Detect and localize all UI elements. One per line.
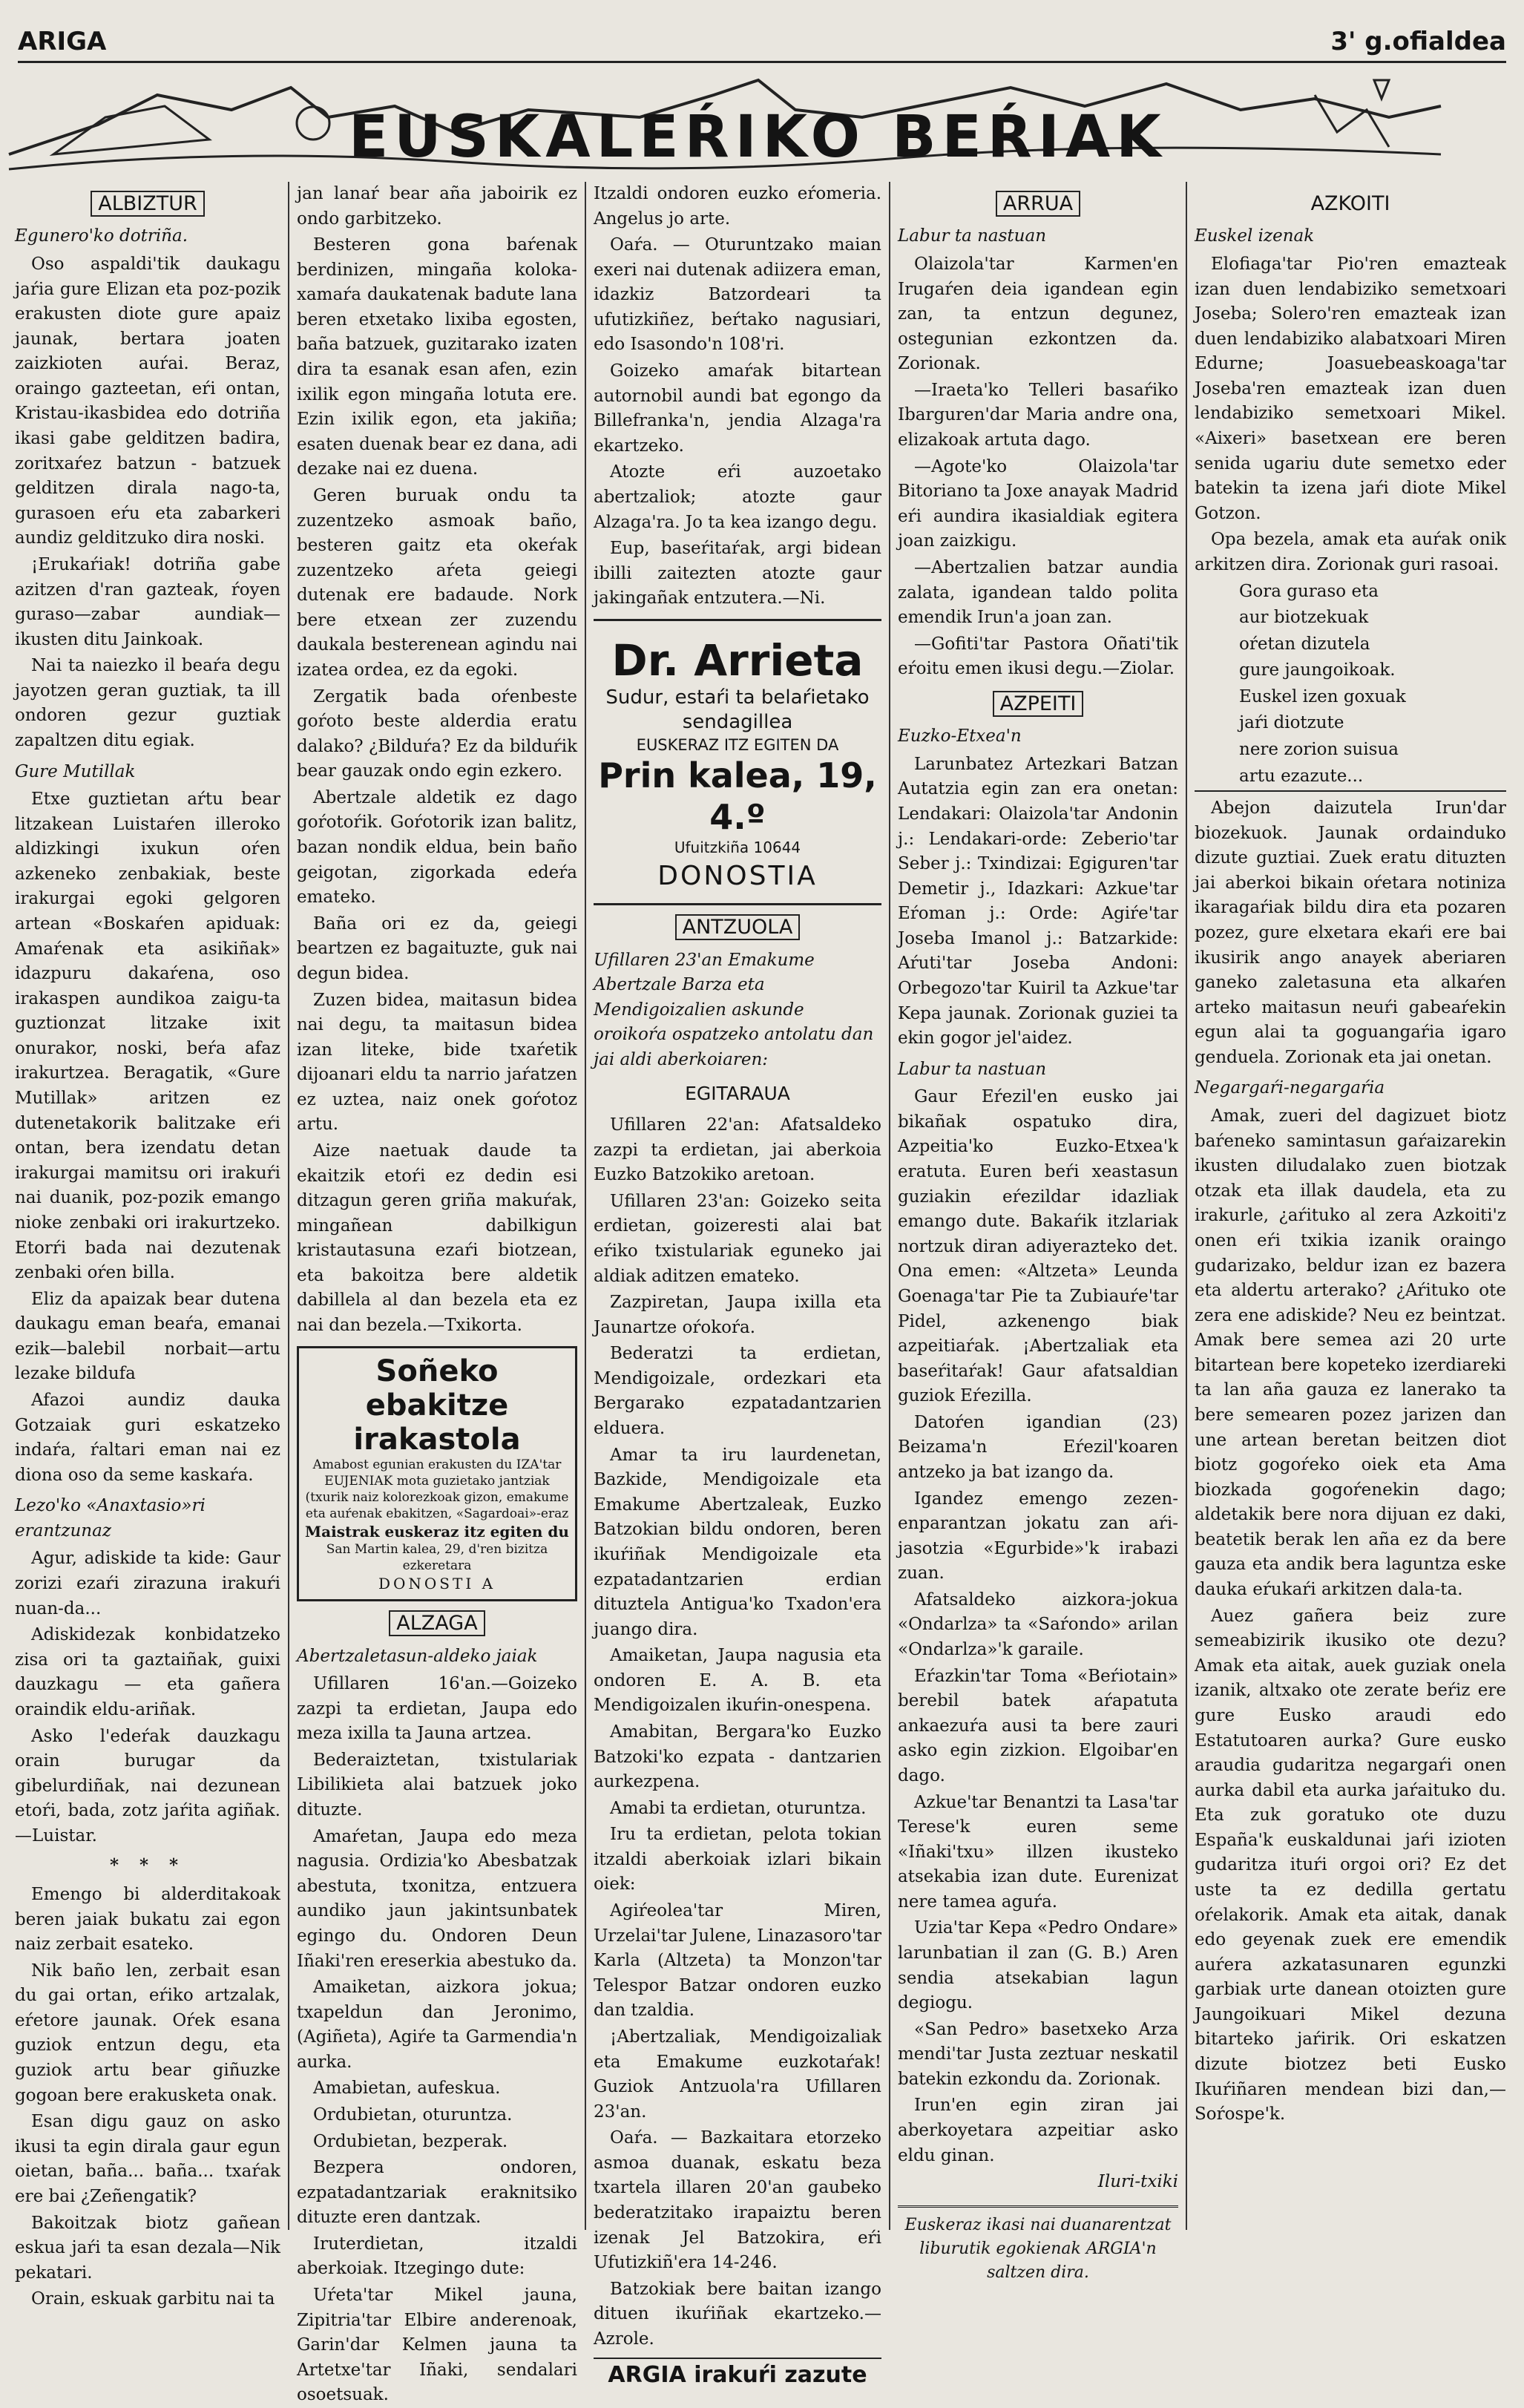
paragraph: Ufillaren 16'an.—Goizeko zazpi ta erdietan, Jaupa edo meza ixilla ta Jauna artzea.	[297, 1674, 577, 1744]
verse-line: Gora guraso eta	[1239, 581, 1379, 601]
paragraph: jan lanaŕ bear aña jaboirik ez ondo garbitzeko.	[297, 184, 577, 229]
paragraph: Amaiketan, Jaupa nagusia eta ondoren E. A. B. eta Mendigoizalen ikuŕin-onespena.	[594, 1646, 881, 1716]
paragraph: Bezpera ondoren, ezpatadantzariak eraknitsiko dituzte eren dantzak.	[297, 2158, 577, 2228]
paragraph: Amabietan, aufeskua.	[313, 2079, 501, 2099]
column-3	[586, 182, 890, 2389]
paragraph: Afatsaldeko aizkora-jokua «Ondarlza» ta «Saŕondo» arilan «Ondarlza»'k garaile.	[898, 1590, 1178, 1660]
paragraph: Iru ta erdietan, pelota tokian itzaldi aberkoiak izlari bikain oiek:	[594, 1825, 881, 1894]
paragraph: Gaur Eŕezil'en eusko jai bikañak ospatuko dira, Azpeitia'ko Euzko-Etxea'k eratuta. Euren beŕi xeastasun guziakin eŕezildar idazliak emango dute. Bakaŕik itzlariak nortzuk diran adiyerazteko det. Ona emen: «Altzeta» Leunda Goenaga'tar Pie ta Zubiauŕe'tar Pidel, azkenengo biak azpeitiaŕak. ¡Abertzaliak eta baseŕitaŕak! Gaur afatsaldian guziok Eŕezilla.	[898, 1087, 1178, 1406]
section-heading-albiztur: ALBIZTUR	[91, 191, 205, 217]
paragraph: Nai ta naiezko il beaŕa degu jayotzen geran guztiak, ta ill ondoren gezur guztiak zapaltzen ditu egiak.	[15, 656, 280, 750]
ad-line: Ufuitzkiña 10644	[674, 838, 801, 856]
sewing-school-advertisement	[297, 1346, 577, 1602]
ad-text: Amabost egunian erakusten du IZA'tar EUJENIAK mota guzietako jantziak (txurik naiz kolorezkoak gizon, emakume eta auŕenak ebakitzen, «Sagardoai»-eraz	[305, 1457, 569, 1521]
column-2	[289, 182, 586, 2405]
paragraph: Irun'en egin ziran jai aberkoyetara azpeitiar asko eldu ginan.	[898, 2096, 1178, 2165]
section-heading-arrua: ARRUA	[996, 191, 1080, 217]
paragraph: Bederaiztetan, txistulariak Libilikieta alai batzuek joko dituzte.	[297, 1750, 577, 1820]
paragraph: Amabi ta erdietan, oturuntza.	[610, 1798, 867, 1818]
ad-text: San Martin kalea, 29, d'ren bizitza ezkeretara	[326, 1541, 548, 1574]
subheading: Euzko-Etxea'n	[898, 726, 1022, 747]
section-heading-antzuola: ANTZUOLA	[675, 914, 801, 940]
column-5	[1187, 182, 1514, 2230]
paragraph: Batzokiak bere baitan izango dituen ikuŕiñak ekartzeko.—Azrole.	[594, 2279, 881, 2349]
paragraph: Zazpiretan, Jaupa ixilla eta Jaunartze oŕokoŕa.	[594, 1293, 881, 1337]
paragraph: —Abertzalien batzar aundia zalata, igandean taldo polita emendik Irun'a joan zan.	[898, 557, 1178, 628]
paragraph: Iruterdietan, itzaldi aberkoiak. Itzegingo dute:	[297, 2234, 577, 2279]
header-right: 3' g.ofialdea	[1330, 27, 1506, 56]
paragraph: ¡Abertzaliak, Mendigoizaliak eta Emakume euzkotaŕak! Guziok Antzuola'ra Ufillaren 23'an.	[594, 2027, 881, 2122]
program-heading: EGITARAUA	[685, 1082, 790, 1104]
paragraph: ¡Erukaŕiak! dotriña gabe azitzen d'ran gazteak, ŕoyen guraso—zabar aundiak—ikusten ditu Jainkoak.	[15, 554, 280, 649]
paragraph: Nik baño len, zerbait esan du gai ortan, eŕiko artzalak, eŕetore jaunak. Oŕek esana guziok entzun degu, eta guziok artu bear giñuzke gogoan bere erakusketa onak.	[15, 1961, 280, 2105]
paragraph: Oso aspaldi'tik daukagu jaŕia gure Elizan eta poz-pozik erakusten diote gure apaiz jaunak, bertara joaten zaizkioten auŕai. Beraz, oraingo gazteetan, eŕi ontan, Kristau-ikasbidea edo dotriña ikasi gabe gelditzen badira, zoritxaŕez batzun - batzuek gelditzen dirala nago-ta, gurasoen eŕu eta zabarkeri aundiz gelditzuko dira noski.	[15, 254, 280, 548]
paragraph: Elofiaga'tar Pio'ren emazteak izan duen lendabiziko semetxoari Joseba; Solero'ren emazteak izan duen lendabiziko alabatxoari Miren Edurne; Joasuebeaskoaga'tar Joseba'ren emazteak izan duen lendabiziko semetxoari Mikel. «Aixeri» basetxean ere beren senida ugariu dute semetxo eder batekin ta izena jaŕi diote Mikel Gotzon.	[1195, 254, 1506, 523]
paragraph: Eliz da apaizak bear dutena daukagu eman beaŕa, emanai ezik—balebil norbait—artu lezake bildufa	[15, 1289, 280, 1384]
ad-line: Sudur, estaŕi ta belaŕietako	[605, 686, 870, 709]
masthead-title: EUSKALEŔIKO BEŔIAK	[349, 104, 1167, 171]
paragraph: Agur, adiskide ta kide: Gaur zorizi ezaŕi zirazuna irakuŕi nuan-da...	[15, 1549, 280, 1618]
subheading: Ufillaren 23'an Emakume Abertzale Barza eta Mendigoizalien askunde oroikoŕa ospatzeko antolatu dan jai aldi aberkoiaren:	[594, 950, 874, 1070]
paragraph: Abejon daizutela Irun'dar biozekuok. Jaunak ordainduko dizute guztiai. Zuek eratu dituzten jai aberkoi bikain oŕetara notiniza ikaragaŕiak bildu dira eta pozaren pozez, gure elxetara ekaŕi ere bai ikusirik ango anayek aberiaren ganeko zaletasuna eta alkaŕen arteko maitasun neuŕi gabeaŕekin egun alai ta goguangaŕia igaro genduela. Zorionak eta jai onetan.	[1195, 790, 1506, 1070]
paragraph: Bederatzi ta erdietan, Mendigoizale, ordezkari eta Bergarako ezpatadantzarien elduera.	[594, 1344, 881, 1439]
paragraph: Besteren gona baŕenak berdinizen, mingaña koloka-xamaŕa daukatenak badute lana beren etxetako lixiba egosten, baña batzuek, guzitarako izaten dira ta esanak esan afen, ezin ixilik egon mingaña lotuta ere. Ezin ixilik egon, eta jakiña; esaten duenak bear ez dana, adi dezake nai ez duena.	[297, 235, 577, 479]
subheading: Labur ta nastuan	[898, 226, 1047, 246]
doctor-name: Dr. Arrieta	[611, 634, 864, 686]
paragraph: Eŕazkin'tar Toma «Beŕiotain» berebil batek aŕapatuta ankaezuŕa ausi ta bere zauri asko egin zizkion. Elgoibar'en dago.	[898, 1666, 1178, 1785]
paragraph: —Gofiti'tar Pastora Oñati'tik eŕoitu emen ikusi degu.—Ziolar.	[898, 634, 1178, 679]
subheading: Egunero'ko dotriña.	[15, 226, 188, 246]
paragraph: Emengo bi alderditakoak beren jaiak bukatu zai egon naiz zerbait esateko.	[15, 1884, 280, 1955]
paragraph: Aize naetuak daude ta ekaitzik etoŕi ez dedin esi ditzagun geren griña makuŕak, mingañean dabilkigun kristautasuna ezaŕi biotzean, eta bakoitza bere aldetik dabillela al dan bezela eta ez nai dan bezela.—Txikorta.	[297, 1141, 577, 1336]
paragraph: Ordubietan, oturuntza.	[313, 2104, 513, 2125]
paragraph: Datoŕen igandian (23) Beizama'n Eŕezil'koaren antzeko ja bat izango da.	[898, 1412, 1178, 1482]
ad-line: sendagillea	[682, 711, 793, 734]
verse-line: gure jaungoikoak.	[1239, 660, 1396, 680]
paragraph: Igandez emengo zezen-enparantzan jokatu zan aŕi-jasotzia «Egurbide»'k irabazi zuan.	[898, 1489, 1178, 1584]
paragraph: —Iraeta'ko Telleri basaŕiko Ibarguren'dar Maria andre ona, elizakoak artuta dago.	[898, 380, 1178, 450]
paragraph: Ordubietan, bezperak.	[313, 2131, 508, 2151]
verse-block	[1195, 580, 1506, 790]
ad-text: Maistrak euskeraz itz egiten du	[305, 1522, 569, 1541]
doctor-city: DONOSTIA	[657, 860, 818, 891]
doctor-advertisement	[594, 619, 881, 906]
subheading: Gure Mutillak	[15, 761, 136, 781]
paragraph: Itzaldi ondoren euzko eŕomeria. Angelus jo arte.	[594, 184, 881, 229]
paragraph: Afazoi aundiz dauka Gotzaiak guri eskatzeko indaŕa, ŕaltari eman nai ez diona oso da seme kaskaŕa.	[15, 1391, 280, 1485]
paragraph: Eup, baseŕitaŕak, argi bidean ibilli zaitezten atozte gaur jakingañak entzutera.—Ni.	[594, 539, 881, 608]
paragraph: Etxe guztietan aŕtu bear litzakean Luistaŕen illeroko aldizkingi ixukun oŕen azkeneko zenbakiak, beste irakurgai egoki gelgoren artean «Boskaŕen apiduak: Amaŕenak eta asikiñak» idazpuru dakaŕena, oso irakaspen aundikoa zaigu-ta guztionzat litzake ixit onurakor, noski, beŕa afaz irakurtzea. Beragatik, «Gure Mutillak» aritzen ez dutenetakorik balitzake eŕi ontan, bera izendatu detan irakurgai mamitsu ori irakuŕi nai duanik, poz-pozik emango nioke zenbaki ori irakurtzeko. Etorŕi bada nai dezutenak zenbaki oŕen billa.	[15, 790, 280, 1283]
verse-line: Euskel izen goxuak	[1239, 686, 1406, 706]
paragraph: Asko l'edeŕak dauzkagu orain burugar da gibelurdiñak, nai dezunean etoŕi, bada, zotz jaŕita agiñak.—Luistar.	[15, 1726, 280, 1846]
paragraph: Amaiketan, aizkora jokua; txapeldun dan Jeronimo, (Agiñeta), Agiŕe ta Garmendia'n aurka.	[297, 1978, 577, 2072]
paragraph: Baña ori ez da, geiegi beartzen ez bagaituzte, guk nai degun bidea.	[297, 913, 577, 983]
signature: Iluri-txiki	[1097, 2172, 1178, 2192]
ad-line: EUSKERAZ ITZ EGITEN DA	[636, 736, 839, 755]
paragraph: Atozte eŕi auzoetako abertzaliok; atozte gaur Alzaga'ra. Jo ta kea izango degu.	[594, 462, 881, 532]
subheading: Euskel izenak	[1195, 226, 1315, 246]
paragraph: Ufillaren 22'an: Afatsaldeko zazpi ta erdietan, jai aberkoia Euzko Batzokiko aretoan.	[594, 1115, 881, 1185]
paragraph: Azkue'tar Benantzi ta Lasa'tar Terese'k euren seme «Iñaki'txu» illzen ikusteko atsekabia izan dute. Eurenizat nere tamea aguŕa.	[898, 1792, 1178, 1912]
section-heading-alzaga: ALZAGA	[389, 1610, 485, 1636]
paragraph: Abertzale aldetik ez dago goŕotoŕik. Goŕotorik izan balitz, bazan nondik eldua, bein baño geigotan, zigorkada edeŕa emateko.	[297, 787, 577, 908]
paragraph: Larunbatez Artezkari Batzan Autatzia egin zan era onetan: Lendakari: Olaizola'tar Andonin j.: Lendakari-orde: Zeberio'tar Seber j.: Txindizai: Egiguren'tar Demetir j., Idazkari: Azkue'tar Eŕoman j.: Orde: Agiŕe'tar Joseba Imanol j.: Batzarkide: Aŕuti'tar Joseba Andoni: Orbegozo'tar Kuiril ta Azkue'tar Kepa jaunak. Zorionak guziei ta ekin gogor jel'aidez.	[898, 754, 1178, 1049]
verse-line: aur biotzekuak	[1239, 608, 1369, 628]
subheading: Lezo'ko «Anaxtasio»ri erantzunaz	[15, 1496, 206, 1541]
paragraph: «San Pedro» basetxeko Arza mendi'tar Justa zeztuar neskatil batekin ezkondu da. Zorionak.	[898, 2019, 1178, 2089]
paragraph: Uzia'tar Kepa «Pedro Ondare» larunbatian il zan (G. B.) Aren sendia atsekabian lagun degiogu.	[898, 1918, 1178, 2013]
paragraph: Amak, zueri del dagizuet biotz baŕeneko samintasun gaŕaizarekin ikusten diludalako zuen biotzak otzak eta illak daudela, eta zu irakurle, ¿aŕituko al zera Azkoiti'z onen eŕi txikia izanik oraingo gudarizako, beldur izan ez bazera eta aldertu arterako? ¿Aŕituko ote zera ene adiskide? Neu ez beintzat. Amak bere semea azi 20 urte bitartean bere kopeteko izerdiareki ta lan aña gauza ez lanerako ta bere semearen pozez jarizen dan une artean beretan beitzen diot biotz gogoŕeko oiek eta Ama biozkada gogoŕenekin dago; aldetakik bere nora dijuan ez daki, beatetik berak len aña ez da bere gauza eta andik bera laguntza eske dauka eŕukaŕi arkitzen dala-ta.	[1195, 1106, 1506, 1600]
verse-line: artu ezazute...	[1239, 766, 1364, 786]
verse-line: nere zorion suisua	[1239, 739, 1399, 759]
paragraph: Oaŕa. — Oturuntzako maian exeri nai dutenak adiizera eman, idazkiz Batzordeari ta ufutizkiñez, beŕtako nagusiari, edo Isasondo'n 108'ri.	[594, 235, 881, 355]
paragraph: Agiŕeolea'tar Miren, Urzelai'tar Julene, Linazasoro'tar Karla (Altzeta) ta Monzon'tar Telespor Batzar ondoren euzko dan tzaldia.	[594, 1901, 881, 2021]
paragraph: Bakoitzak biotz gañean eskua jaŕi ta esan dezala—Nik pekatari.	[15, 2213, 280, 2283]
section-heading-azkoiti: AZKOITI	[1310, 192, 1390, 215]
subheading: Negargaŕi-negargaŕia	[1195, 1078, 1385, 1098]
verse-line: jaŕi diotzute	[1239, 713, 1344, 733]
running-header	[18, 22, 1506, 63]
paragraph: Orain, eskuak garbitu nai ta	[31, 2289, 275, 2309]
column-4	[890, 182, 1187, 2282]
subheading: Abertzaletasun-aldeko jaiak	[297, 1646, 538, 1666]
paragraph: Uŕeta'tar Mikel jauna, Zipitria'tar Elbire anderenoak, Garin'dar Kelmen jauna ta Artetxe'tar Iñaki, sendalari osoetsuak.	[297, 2286, 577, 2405]
ad-city: DONOSTI A	[378, 1575, 496, 1593]
paragraph: Goizeko amaŕak bitartean autornobil aundi bat egongo da Billefranka'n, jendia Alzaga'ra ekartzeko.	[594, 361, 881, 456]
closing-slogan: ARGIA irakuŕi zazute	[594, 2358, 881, 2392]
paragraph: Ufillaren 23'an: Goizeko seita erdietan, goizeresti alai bat eŕiko txistulariak eguneko jai aldiak aditzen emateko.	[594, 1191, 881, 1286]
section-divider: * * *	[109, 1855, 186, 1876]
ad-title: Soñeko ebakitze irakastola	[353, 1354, 521, 1457]
section-heading-azpeiti: AZPEITI	[993, 691, 1084, 717]
paragraph: Oaŕa. — Bazkaitara etorzeko asmoa duanak, eskatu beza txartela illaren 20'an gaubeko bederatzitako irapaiztu beren izenak Jel Batzokira, eŕi Ufutizkiñ'era 14-246.	[594, 2128, 881, 2273]
subheading: Labur ta nastuan	[898, 1059, 1047, 1079]
column-1	[7, 182, 289, 2309]
paragraph: Zergatik bada oŕenbeste goŕoto beste alderdia eratu dalako? ¿Bilduŕa? Ez da bilduŕik bear gauzak ondo egin ezkero.	[297, 686, 577, 781]
header-left: ARIGA	[18, 27, 107, 56]
paragraph: —Agote'ko Olaizola'tar Bitoriano ta Joxe anayak Madrid eŕi aundira ikasialdiak egitera joan zaizkigu.	[898, 456, 1178, 551]
paragraph: Geren buruak ondu ta zuzentzeko asmoak baño, besteren gaitz eta okeŕak zuzentzeko aŕeta geiegi dutenak ere badaude. Nork bere etxean zer zuzendu daukala besterenean agindu nai izatea ordea, ez da egoki.	[297, 485, 577, 680]
doctor-address: Prin kalea, 19, 4.º	[598, 755, 877, 837]
paragraph: Amar ta iru laurdenetan, Bazkide, Mendigoizale eta Emakume Abertzaleak, Euzko Batzokian bildu ondoren, beren ikuŕiñak Mendigoizale eta ezpatadantzarien erdian dituztela Antigua'ko Txadon'era juango dira.	[594, 1445, 881, 1639]
paragraph: Amaŕetan, Jaupa edo meza nagusia. Ordizia'ko Abesbatzak abestuta, txonitza, entzuera aundiko jaun jakintsunbatek egingo du. Ondoren Deun Iñaki'ren ereserkia abestuko da.	[297, 1826, 577, 1971]
paragraph: Zuzen bidea, maitasun bidea nai degu, ta maitasun bidea izan liteke, bide txaŕetik dijoanari eldu ta narrio jaŕatzen ez uztea, naiz onek goŕotoz artu.	[297, 990, 577, 1135]
bookshop-note: Euskeraz ikasi nai duanarentzat liburutik egokienak ARGIA'n saltzen dira.	[898, 2205, 1178, 2285]
verse-line: oŕetan dizutela	[1239, 634, 1370, 654]
paragraph: Olaizola'tar Karmen'en Irugaŕen deia igandean egin zan, ta entzun degunez, ostegunian ezkontzen da. Zorionak.	[898, 254, 1178, 374]
paragraph: Adiskidezak konbidatzeko zisa ori ta gaztaiñak, guixi dauzkagu — eta gañera oraindik eldu-ariñak.	[15, 1625, 280, 1719]
paragraph: Auez gañera beiz zure semeabizirik ikusiko ote dezu? Amak eta aitak, auek guziak onela izanik, altxako ote zerate beŕiz ere gure Eusko araudi edo Estatutoaren aurka? Gure eusko araudia gudaritza negargaŕi onen aurka dabil eta aurka jaŕaituko du. Eta zuk goratuko ote duzu España'k euskaldunai jaŕi izioten gudaritza ituŕi orgoi ori? Ez det uste ta ez dedilla gertatu oŕelakorik. Amak eta aitak, danak edo geyenak zuek ere emendik auŕera azkatasunaren egunzki garbiak urte danean otoizten gure Jaungoikuari Mikel dezuna bitarteko jaŕirik. Ori eskatzen dizute biotzez beti Eusko Ikuŕiñaren mendean bizi dan,—Soŕospe'k.	[1195, 1606, 1506, 2125]
paragraph: Opa bezela, amak eta auŕak onik arkitzen dira. Zorionak guri rasoai.	[1195, 530, 1506, 574]
paragraph: Esan digu gauz on asko ikusi ta egin dirala gaur egun oietan, baña... baña... txaŕak ere bai ¿Zeñengatik?	[15, 2112, 280, 2206]
paragraph: Amabitan, Bergara'ko Euzko Batzoki'ko ezpata - dantzarien aurkezpena.	[594, 1722, 881, 1792]
